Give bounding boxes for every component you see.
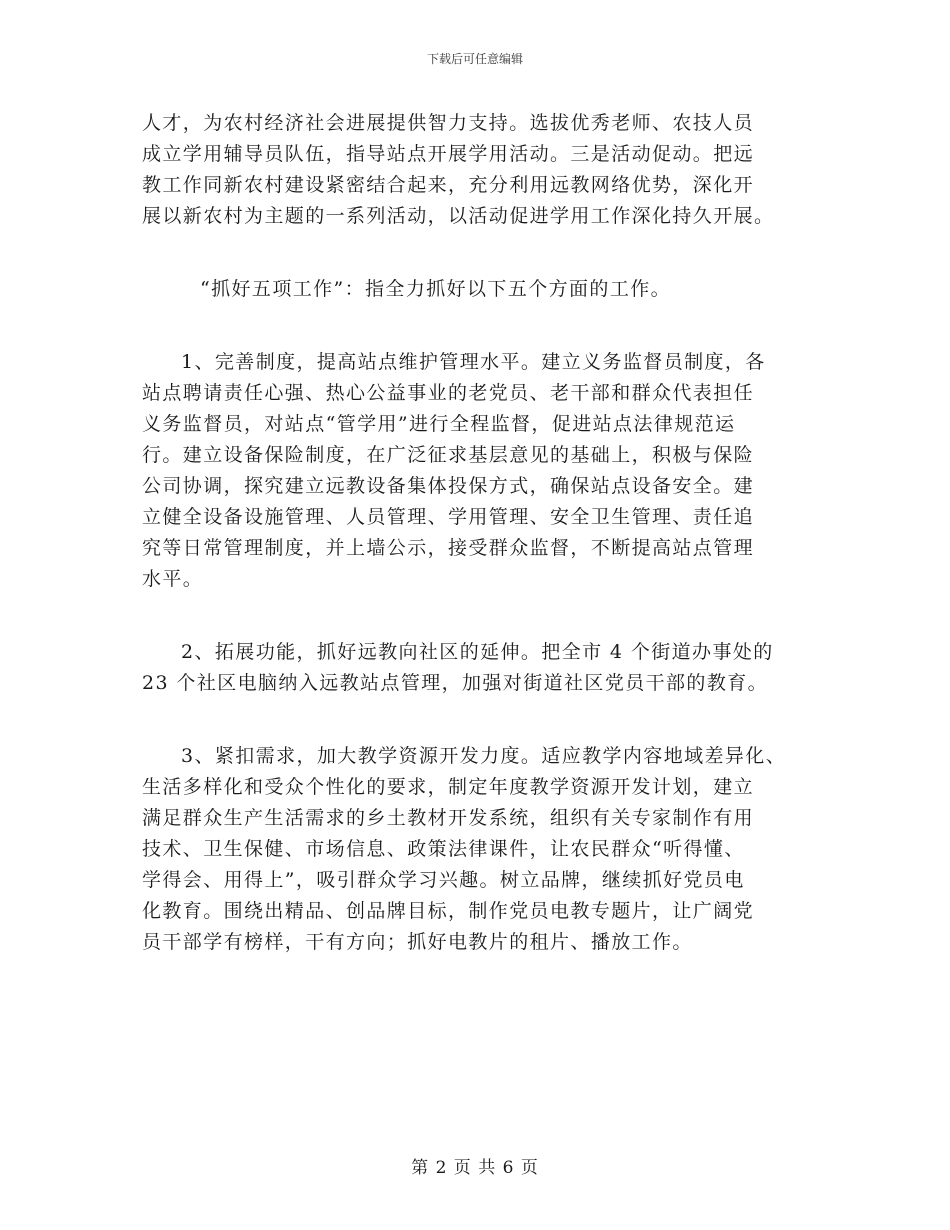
page-number: 第 2 页 共 6 页 — [411, 1158, 539, 1178]
paragraph-line: 展以新农村为主题的一系列活动，以活动促进学用工作深化持久开展。 — [142, 205, 775, 227]
paragraph-gap — [142, 699, 810, 741]
paragraph-line: 立健全设备设施管理、人员管理、学用管理、安全卫生管理、责任追 — [142, 506, 755, 528]
paragraph-line: 员干部学有榜样，干有方向；抓好电教片的租片、播放工作。 — [142, 931, 693, 953]
paragraph-line: 公司协调，探究建立远教设备集体投保方式，确保站点设备安全。建 — [142, 475, 755, 497]
paragraph-gap — [142, 595, 810, 637]
paragraph-gap — [142, 305, 810, 347]
paragraph-item-1 — [142, 347, 810, 595]
paragraph-line: 人才，为农村经济社会进展提供智力支持。选拔优秀老师、农技人员 — [142, 112, 755, 134]
paragraph-item-2 — [142, 637, 810, 699]
paragraph-gap — [142, 232, 810, 274]
paragraph-line: 生活多样化和受众个性化的要求，制定年度教学资源开发计划，建立 — [142, 776, 755, 798]
document-body — [142, 108, 810, 958]
paragraph-line: 行。建立设备保险制度，在广泛征求基层意见的基础上，积极与保险 — [142, 444, 755, 466]
paragraph-line: 化教育。围绕出精品、创品牌目标，制作党员电教专题片，让广阔党 — [142, 900, 755, 922]
paragraph-five-tasks — [142, 274, 810, 305]
paragraph-line: 1、完善制度，提高站点维护管理水平。建立义务监督员制度，各 — [181, 351, 766, 373]
paragraph-item-3 — [142, 741, 810, 958]
paragraph-line: 究等日常管理制度，并上墙公示，接受群众监督，不断提高站点管理 — [142, 537, 755, 559]
paragraph-line: 成立学用辅导员队伍，指导站点开展学用活动。三是活动促动。把远 — [142, 143, 755, 165]
paragraph-line: 23 个社区电脑纳入远教站点管理，加强对街道社区党员干部的教育。 — [142, 672, 769, 694]
paragraph-line: 技术、卫生保健、市场信息、政策法律课件，让农民群众“听得懂、 — [142, 838, 745, 860]
paragraph-line: 学得会、用得上”，吸引群众学习兴趣。树立品牌，继续抓好党员电 — [142, 869, 745, 891]
paragraph-talent — [142, 108, 810, 232]
paragraph-line: 2、拓展功能，抓好远教向社区的延伸。把全市 4 个街道办事处的 — [181, 641, 774, 663]
paragraph-line: 义务监督员，对站点“管学用”进行全程监督，促进站点法律规范运 — [142, 413, 736, 435]
paragraph-line: 教工作同新农村建设紧密结合起来，充分利用远教网络优势，深化开 — [142, 174, 755, 196]
paragraph-line: 3、紧扣需求，加大教学资源开发力度。适应教学内容地域差异化、 — [181, 745, 787, 767]
paragraph-line: 水平。 — [142, 568, 204, 590]
paragraph-line: 满足群众生产生活需求的乡土教材开发系统，组织有关专家制作有用 — [142, 807, 755, 829]
paragraph-line: “抓好五项工作”：指全力抓好以下五个方面的工作。 — [200, 278, 672, 300]
page-header: 下载后可任意编辑 — [426, 52, 523, 66]
paragraph-line: 站点聘请责任心强、热心公益事业的老党员、老干部和群众代表担任 — [142, 382, 755, 404]
